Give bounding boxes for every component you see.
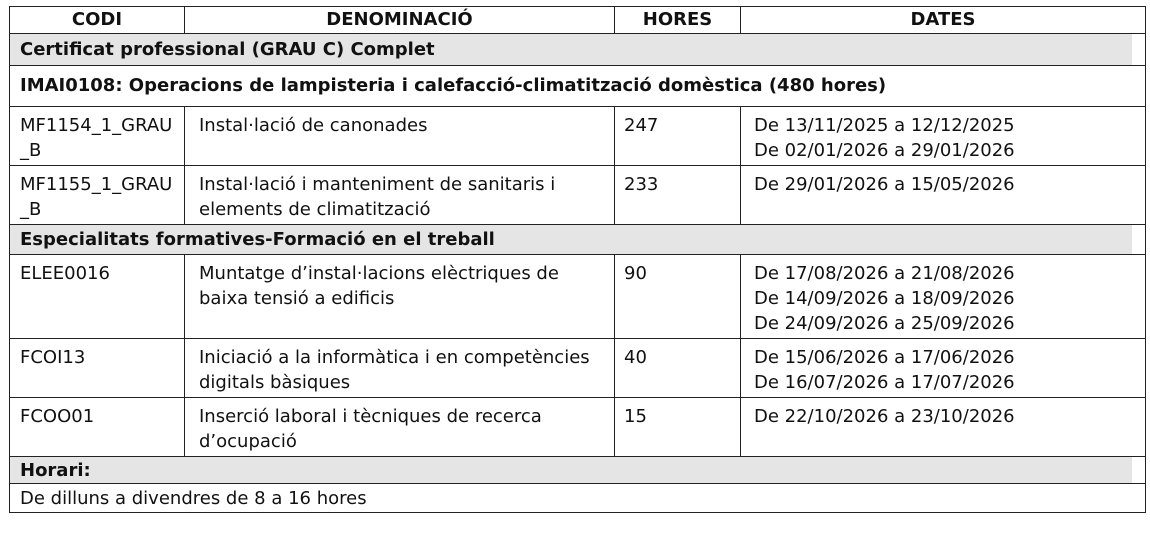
certificate-title: IMAI0108: Operacions de lampisteria i calefacció-climatització domèstica (480 hores) <box>20 75 887 96</box>
table-row <box>10 107 1146 166</box>
row-date-range: De 15/06/2026 a 17/06/2026 <box>754 347 1015 368</box>
certificate-title-row <box>10 66 1146 107</box>
row-date-range: De 14/09/2026 a 18/09/2026 <box>754 288 1015 309</box>
row-date-range: De 16/07/2026 a 17/07/2026 <box>754 372 1015 393</box>
section-band-row <box>10 34 1146 66</box>
row-code: FCOI13 <box>20 347 86 368</box>
row-name: Instal·lació de canonades <box>199 115 428 136</box>
header-denominacio: DENOMINACIÓ <box>185 7 615 34</box>
row-hours: 233 <box>624 174 659 195</box>
header-hores: HORES <box>615 7 741 34</box>
row-hours: 15 <box>624 406 647 427</box>
row-date-range: De 13/11/2025 a 12/12/2025 <box>754 115 1015 136</box>
header-row <box>10 7 1146 34</box>
schedule-text: De dilluns a divendres de 8 a 16 hores <box>20 488 367 509</box>
table-row <box>10 166 1146 225</box>
header-dates: DATES <box>741 7 1146 34</box>
table-row <box>10 255 1146 339</box>
row-name: Instal·lació i manteniment de sanitaris i elements de climatització <box>199 174 556 220</box>
header-codi: CODI <box>10 7 185 34</box>
section-band-certificat: Certificat professional (GRAU C) Complet <box>10 34 1132 65</box>
table-row <box>10 398 1146 457</box>
row-code: ELEE0016 <box>20 263 110 284</box>
course-table <box>9 6 1146 513</box>
row-date-range: De 17/08/2026 a 21/08/2026 <box>754 263 1015 284</box>
row-name: Iniciació a la informàtica i en competències digitals bàsiques <box>199 347 590 393</box>
table-row <box>10 339 1146 398</box>
row-code: MF1154_1_GRAU_B <box>20 115 173 161</box>
row-hours: 40 <box>624 347 647 368</box>
row-date-range: De 02/01/2026 a 29/01/2026 <box>754 140 1015 161</box>
row-name: Inserció laboral i tècniques de recerca d’ocupació <box>199 406 542 452</box>
schedule-row <box>10 484 1146 513</box>
section-band-especialitats: Especialitats formatives-Formació en el treball <box>10 225 1132 254</box>
section-band-row <box>10 225 1146 255</box>
schedule-band-row <box>10 457 1146 484</box>
row-hours: 90 <box>624 263 647 284</box>
row-date-range: De 24/09/2026 a 25/09/2026 <box>754 313 1015 334</box>
row-date-range: De 29/01/2026 a 15/05/2026 <box>754 174 1015 195</box>
row-code: MF1155_1_GRAU_B <box>20 174 173 220</box>
schedule-label: Horari: <box>10 457 1132 483</box>
row-code: FCOO01 <box>20 406 95 427</box>
row-hours: 247 <box>624 115 659 136</box>
row-date-range: De 22/10/2026 a 23/10/2026 <box>754 406 1015 427</box>
row-name: Muntatge d’instal·lacions elèctriques de baixa tensió a edificis <box>199 263 559 309</box>
